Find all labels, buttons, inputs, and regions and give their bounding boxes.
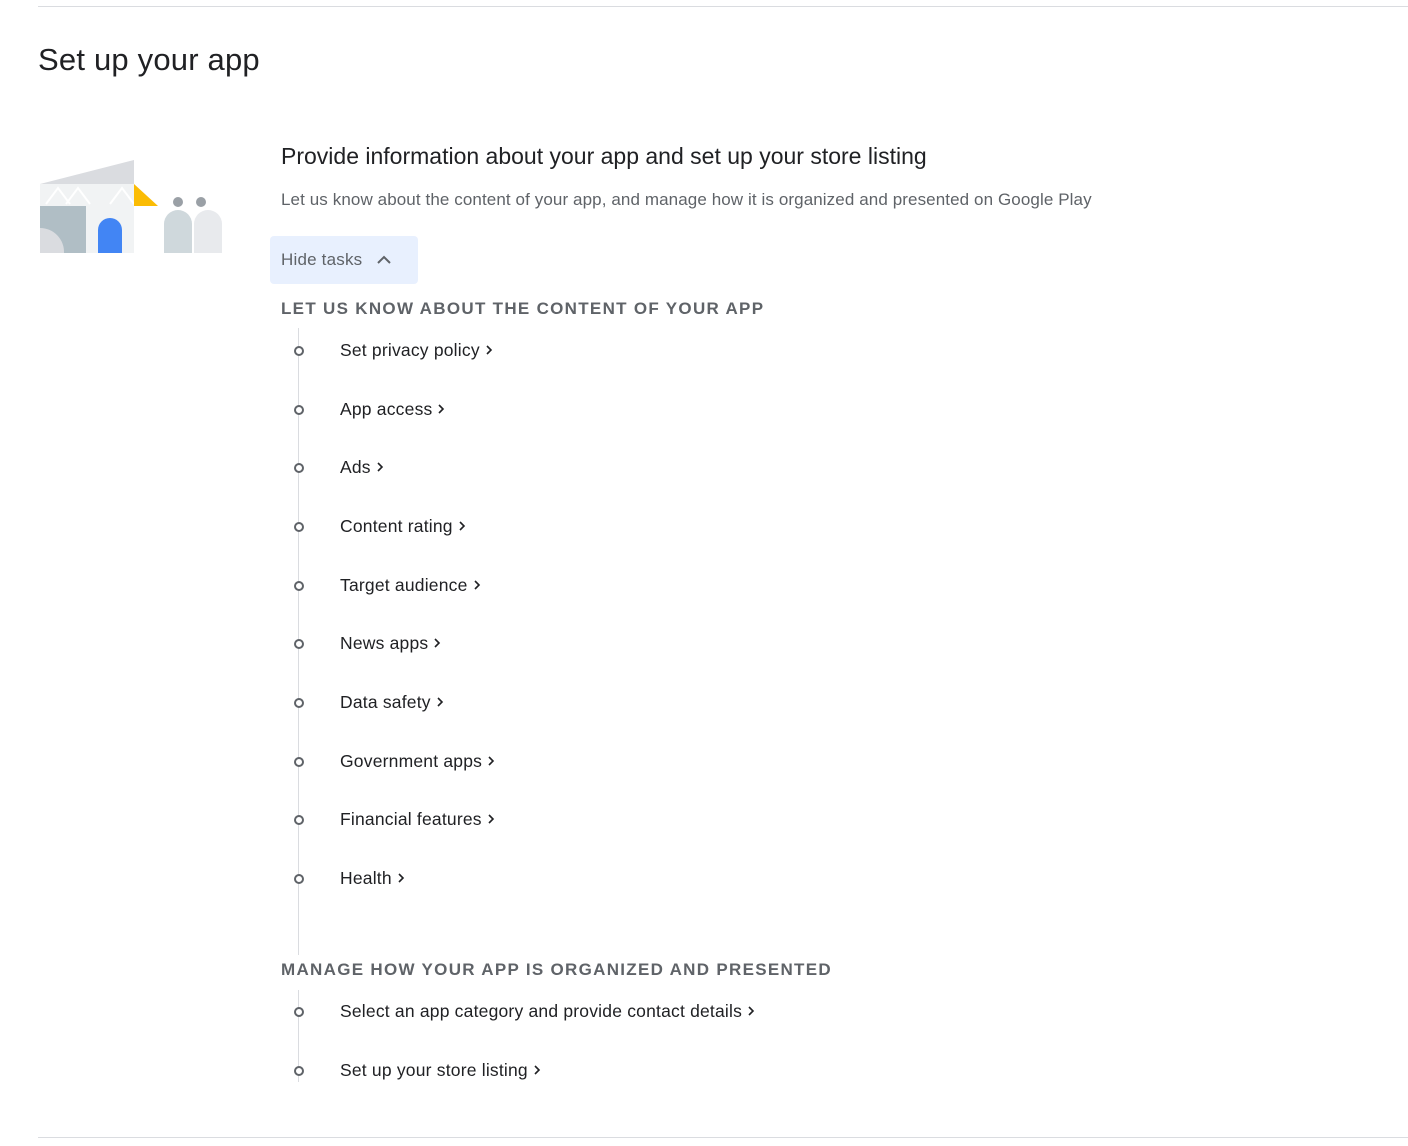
task-status-icon [294,639,304,649]
task-label: Financial features [340,809,482,829]
task-label: Health [340,868,392,888]
hide-tasks-button[interactable] [270,236,418,284]
task-link-government-apps[interactable] [340,749,496,773]
task-item-financial-features [0,807,900,833]
chevron-right-icon [432,637,442,649]
chevron-up-icon [376,252,392,268]
page-title: Set up your app [38,42,260,77]
task-label: Content rating [340,516,453,536]
task-link-news-apps[interactable] [340,631,442,655]
chevron-right-icon [457,520,467,532]
task-link-ads[interactable] [340,455,385,479]
task-status-icon [294,346,304,356]
chevron-right-icon [436,403,446,415]
chevron-right-icon [486,813,496,825]
task-status-icon [294,698,304,708]
task-item-ads [0,455,900,481]
task-link-target-audience[interactable] [340,573,482,597]
hide-tasks-label: Hide tasks [281,250,363,269]
task-label: Government apps [340,751,483,771]
task-link-health[interactable] [340,866,406,890]
task-status-icon [294,1066,304,1076]
bottom-divider [38,1137,1408,1138]
task-label: Ads [340,457,371,477]
task-label: Set up your store listing [340,1060,528,1080]
task-status-icon [294,463,304,473]
chevron-right-icon [375,461,385,473]
task-item-privacy-policy [0,338,900,364]
chevron-right-icon [435,696,445,708]
task-item-data-safety [0,690,900,716]
task-link-privacy-policy[interactable] [340,338,494,362]
top-divider [38,6,1408,7]
task-link-financial-features[interactable] [340,807,496,831]
task-status-icon [294,522,304,532]
group-label-organize: MANAGE HOW YOUR APP IS ORGANIZED AND PRESENTED [281,960,832,979]
chevron-right-icon [484,344,494,356]
task-status-icon [294,581,304,591]
task-link-app-access[interactable] [340,397,446,421]
chevron-right-icon [532,1064,542,1076]
task-item-app-category [0,999,900,1025]
task-label: App access [340,399,433,419]
task-item-store-listing [0,1058,900,1084]
storefront-illustration [38,158,226,256]
task-link-content-rating[interactable] [340,514,467,538]
task-item-government-apps [0,749,900,775]
task-label: Select an app category and provide contact details [340,1001,743,1021]
section-heading: Provide information about your app and set up your store listing [281,143,927,169]
task-status-icon [294,1007,304,1017]
task-link-store-listing[interactable] [340,1058,542,1082]
task-item-news-apps [0,631,900,657]
chevron-right-icon [746,1005,756,1017]
task-item-health [0,866,900,892]
section-description: Let us know about the content of your app, and manage how it is organized and presented on Google Play [281,190,1092,209]
task-status-icon [294,874,304,884]
task-label: News apps [340,633,429,653]
task-link-app-category[interactable] [340,999,756,1023]
task-status-icon [294,815,304,825]
chevron-right-icon [486,755,496,767]
task-item-content-rating [0,514,900,540]
task-status-icon [294,405,304,415]
task-item-app-access [0,397,900,423]
group-label-content: LET US KNOW ABOUT THE CONTENT OF YOUR APP [281,299,765,318]
chevron-right-icon [472,579,482,591]
task-label: Set privacy policy [340,340,480,360]
task-link-data-safety[interactable] [340,690,445,714]
task-item-target-audience [0,573,900,599]
task-label: Data safety [340,692,431,712]
task-status-icon [294,757,304,767]
task-label: Target audience [340,575,468,595]
chevron-right-icon [396,872,406,884]
